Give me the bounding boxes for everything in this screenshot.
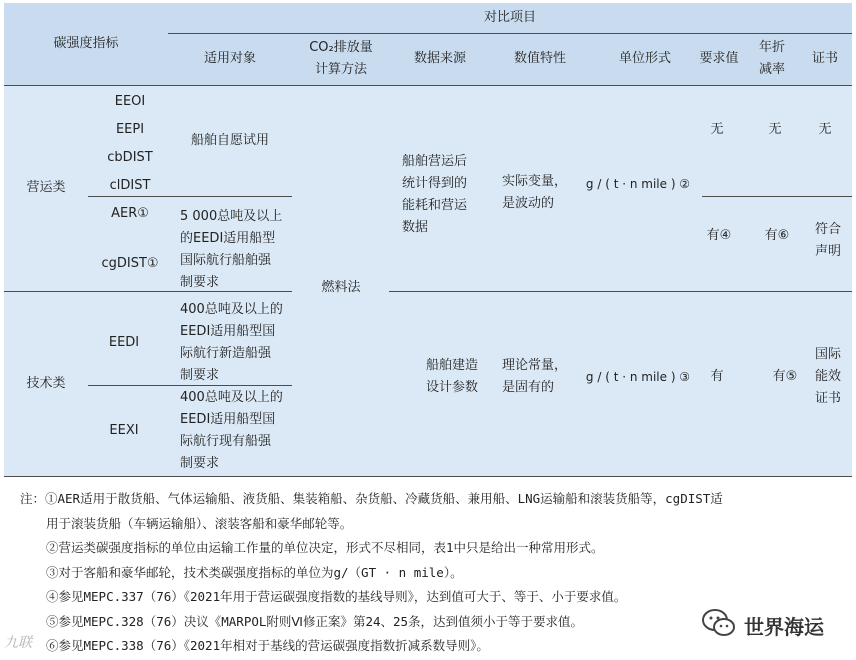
- text-line: EEDI适用船型国: [180, 412, 276, 427]
- rule: [702, 196, 852, 197]
- indicator-cgdist: cgDIST①: [101, 256, 159, 271]
- header-required: 要求值: [699, 51, 739, 66]
- text-line: 国际航行船舶强: [180, 253, 272, 268]
- text-line: 能效: [814, 369, 841, 384]
- indicator-eeoi: EEOI: [114, 94, 146, 109]
- reduce-ops-none: 无: [768, 122, 782, 137]
- text-line: 的EEDI适用船型: [180, 231, 276, 246]
- footnote-4: ④参见MEPC.337（76）《2021年用于营运碳强度指数的基线导则》，达到值可大于、等于、小于要求值。: [46, 589, 627, 604]
- text-line: EEDI适用船型国: [180, 324, 276, 339]
- header-source: 数据来源: [413, 51, 466, 66]
- header-unit: 单位形式: [618, 51, 671, 66]
- cert-ops-none: 无: [818, 122, 832, 137]
- comparison-table: [4, 3, 852, 477]
- cert-tech: [808, 344, 848, 410]
- text-line: 声明: [814, 244, 841, 259]
- text-line: 船舶营运后: [402, 154, 468, 169]
- category-ops: 营运类: [26, 180, 66, 195]
- header-nature: 数值特性: [513, 51, 566, 66]
- text-line: 数据: [402, 220, 429, 235]
- cert-ops-declaration: [808, 219, 848, 263]
- text-line: 能耗和营运: [402, 198, 468, 213]
- footnote-2: ②营运类碳强度指标的单位由运输工作量的单位决定，形式不尽相同，表1中只是给出一种常用形式。: [46, 540, 604, 555]
- wechat-icon: [702, 609, 736, 642]
- text-line: 5 000总吨及以上: [180, 209, 283, 224]
- reduce-ops-yes: 有⑥: [764, 228, 790, 243]
- header-applicable: 适用对象: [203, 51, 256, 66]
- text-line: 际航行新造船强: [180, 346, 272, 361]
- text-line: 是波动的: [502, 196, 555, 211]
- text-line: 制要求: [180, 368, 220, 383]
- header-co2-l1: CO₂排放量: [309, 40, 373, 55]
- category-tech: 技术类: [26, 375, 66, 391]
- reduce-tech: 有⑤: [772, 369, 798, 384]
- header-reduce-l2: 减率: [758, 62, 785, 77]
- unit-ops: g / ( t · n mile ) ②: [585, 177, 691, 191]
- header-co2: [292, 33, 390, 85]
- source-tech: [414, 355, 490, 399]
- text-line: 证书: [814, 391, 841, 406]
- text-line: 统计得到的: [402, 176, 468, 191]
- text-line: 符合: [814, 222, 841, 237]
- applicable-eedi: [180, 299, 294, 387]
- text-line: 制要求: [180, 456, 220, 471]
- text-line: 国际: [814, 347, 841, 362]
- applicable-voluntary: 船舶自愿试用: [190, 132, 269, 148]
- header-indicator: 碳强度指标: [53, 36, 119, 51]
- header-cert: 证书: [811, 51, 838, 66]
- header-reduce: [748, 33, 796, 85]
- text-line: 设计参数: [425, 380, 478, 395]
- required-ops-yes: 有④: [706, 228, 732, 243]
- rule: [389, 291, 852, 292]
- header-co2-l2: 计算方法: [314, 62, 367, 77]
- indicator-eepi: EEPI: [115, 122, 145, 137]
- text-line: 400总吨及以上的: [180, 302, 283, 317]
- applicable-eexi: [180, 387, 294, 475]
- text-line: 实际变量，: [502, 174, 568, 189]
- applicable-ops-mandatory: [180, 206, 294, 290]
- text-line: 理论常量，: [502, 358, 568, 373]
- watermark: 九联: [4, 635, 32, 651]
- text-line: 船舶建造: [425, 358, 478, 373]
- text-line: 400总吨及以上的: [180, 390, 283, 405]
- header-compare: 对比项目: [483, 10, 536, 25]
- indicator-cldist: clDIST: [109, 178, 151, 193]
- indicator-eexi: EEXI: [109, 423, 139, 438]
- footnote-6: ⑥参见MEPC.338（76）《2021年相对于基线的营运碳强度指数折减系数导则》。: [46, 638, 489, 653]
- rule: [4, 85, 852, 86]
- logo-text: 世界海运: [744, 615, 824, 639]
- footnote-1: 注：①AER适用于散货船、气体运输船、液货船、集装箱船、杂货船、冷藏货船、兼用船、LNG运输船和滚装货船等，cgDIST适: [20, 491, 723, 506]
- source-ops: [402, 151, 490, 239]
- required-tech: 有: [710, 369, 724, 384]
- indicator-eedi: EEDI: [108, 335, 140, 350]
- text-line: 制要求: [180, 275, 220, 290]
- text-line: 是固有的: [502, 380, 555, 395]
- indicator-aer: AER①: [111, 206, 149, 221]
- rule: [4, 476, 852, 477]
- required-ops-none: 无: [710, 122, 724, 137]
- indicator-cbdist: cbDIST: [107, 150, 153, 165]
- footnote-1-cont: 用于滚装货船（车辆运输船）、滚装客船和豪华邮轮等。: [46, 515, 353, 531]
- unit-tech: g / ( t · n mile ) ③: [585, 370, 691, 384]
- footnote-3: ③对于客船和豪华邮轮，技术类碳强度指标的单位为g/（GT · n mile）。: [46, 564, 463, 580]
- wechat-logo: [702, 609, 824, 642]
- text-line: 际航行现有船强: [180, 434, 272, 449]
- footnote-5: ⑤参见MEPC.328（76）决议《MARPOL附则Ⅵ修正案》第24、25条，达到值须小于等于要求值。: [46, 613, 584, 629]
- header-reduce-l1: 年折: [758, 40, 785, 55]
- co2-method-fuel: 燃料法: [321, 279, 361, 295]
